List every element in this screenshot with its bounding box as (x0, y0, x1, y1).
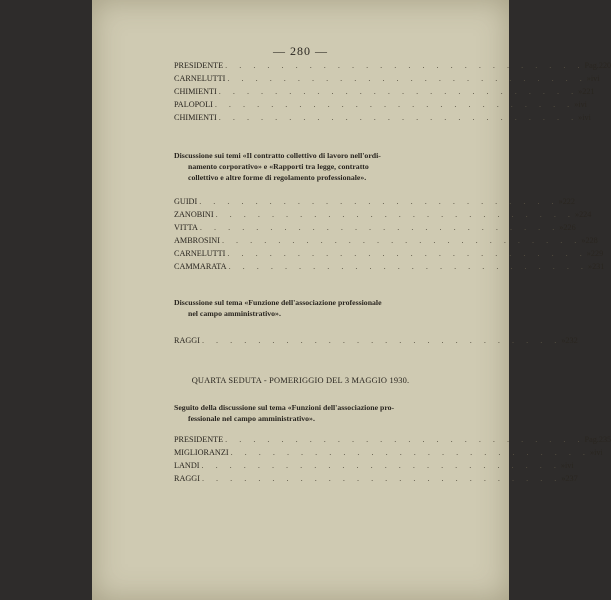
page-ref: 229 (590, 249, 604, 258)
index-entry (174, 60, 611, 72)
page-prefix: Pag. (584, 435, 599, 444)
discussion-heading (174, 297, 464, 319)
discussion-heading (174, 150, 464, 183)
leader-dots: . . . . . . . . . . . . . . . . . . . . . . . . . . (214, 100, 575, 109)
page-ref: 222 (562, 197, 575, 206)
page-prefix: » (561, 336, 566, 345)
speaker-name: PRESIDENTE (174, 61, 224, 70)
page-prefix: » (587, 262, 593, 271)
page-prefix: » (589, 448, 595, 457)
leader-dots: . . . . . . . . . . . . . . . . . . . . . . . . . . (230, 448, 590, 457)
leader-dots: . . . . . . . . . . . . . . . . . . . . . . . . . . (199, 223, 560, 232)
heading-line: nel campo amministrativo». (188, 309, 281, 318)
heading-line: Discussione sul tema «Funzione dell'associazione professionale (174, 298, 382, 307)
leader-dots: . . . . . . . . . . . . . . . . . . . . . . . . . . (199, 197, 559, 206)
heading-line: collettivo e altre forme di regolamento professionale». (188, 173, 367, 182)
leader-dots: . . . . . . . . . . . . . . . . . . . . . . . . . . (228, 262, 588, 271)
speaker-name: LANDI (174, 461, 200, 470)
heading-line: namento corporativo» e «Rapporti tra legge, contratto (188, 162, 369, 171)
session-title: QUARTA SEDUTA - POMERIGGIO DEL 3 MAGGIO 1930. (191, 376, 410, 385)
page-ref: 224 (579, 210, 592, 219)
speaker-name: AMBROSINI (174, 236, 220, 245)
index-entry (174, 86, 595, 98)
index-entry (174, 447, 603, 459)
page-ref: 231 (592, 262, 605, 271)
speaker-name: PRESIDENTE (174, 435, 224, 444)
page-prefix: » (581, 236, 586, 245)
page-prefix: Pag. (584, 61, 599, 70)
page-prefix: » (586, 74, 591, 83)
index-entry (174, 460, 574, 472)
page-prefix: » (559, 223, 564, 232)
page-ref: 221 (582, 87, 595, 96)
leader-dots: . . . . . . . . . . . . . . . . . . . . . . . . . . (218, 113, 579, 122)
leader-dots: . . . . . . . . . . . . . . . . . . . . . . . . . . (227, 249, 587, 258)
speaker-name: ZANOBINI (174, 210, 214, 219)
leader-dots: . . . . . . . . . . . . . . . . . . . . . . . . . . (215, 210, 575, 219)
leader-dots: . . . . . . . . . . . . . . . . . . . . . . . . . . (221, 236, 582, 245)
page-ref: 226 (563, 223, 576, 232)
heading-line: Seguito della discussione sul tema «Funzioni dell'associazione pro- (174, 403, 395, 412)
speaker-name: CAMMARATA (174, 262, 227, 271)
index-entry (174, 235, 598, 247)
discussion-heading (174, 402, 464, 424)
speaker-name: CARNELUTTI (174, 249, 226, 258)
page-ref: 235 (598, 435, 611, 444)
speaker-name: GUIDI (174, 197, 198, 206)
page-ref: 220 (598, 61, 611, 70)
index-entry (174, 99, 587, 111)
index-entry (174, 196, 575, 208)
speaker-name: PALOPOLI (174, 100, 213, 109)
leader-dots: . . . . . . . . . . . . . . . . . . . . . . . . . . (201, 474, 562, 483)
speaker-name: VITTA (174, 223, 198, 232)
index-entry (174, 434, 611, 446)
heading-line: Discussione sui temi «Il contratto collettivo di lavoro nell'ordi- (174, 151, 381, 160)
speaker-name: CARNELUTTI (174, 74, 226, 83)
page-ref: 232 (565, 336, 578, 345)
leader-dots: . . . . . . . . . . . . . . . . . . . . . . . . . . (225, 61, 585, 70)
index-entry (174, 112, 591, 124)
page-prefix: » (574, 210, 580, 219)
page-prefix: » (586, 249, 591, 258)
index-entry (174, 261, 605, 273)
page-prefix: » (560, 461, 565, 470)
page-prefix: » (558, 197, 563, 206)
index-entry (174, 335, 578, 347)
index-entry (174, 209, 592, 221)
page-number: — 280 — (273, 44, 328, 58)
leader-dots: . . . . . . . . . . . . . . . . . . . . . . . . . . (201, 461, 561, 470)
book-page (92, 0, 611, 600)
speaker-name: RAGGI (174, 474, 200, 483)
page-ref: 237 (565, 474, 578, 483)
speaker-name: RAGGI (174, 336, 200, 345)
speaker-name: CHIMIENTI (174, 113, 217, 122)
page-ref: ivi (590, 74, 600, 83)
leader-dots: . . . . . . . . . . . . . . . . . . . . . . . . . . (201, 336, 562, 345)
speaker-name: MIGLIORANZI (174, 448, 229, 457)
page-prefix: » (561, 474, 566, 483)
index-entry (174, 73, 600, 85)
heading-line: fessionale nel campo amministrativo». (188, 414, 315, 423)
page-prefix: » (578, 113, 583, 122)
page-ref: ivi (582, 113, 591, 122)
index-entry (174, 473, 578, 485)
page-ref: ivi (594, 448, 603, 457)
leader-dots: . . . . . . . . . . . . . . . . . . . . . . . . . . (227, 74, 587, 83)
page-ref: 228 (585, 236, 598, 245)
leader-dots: . . . . . . . . . . . . . . . . . . . . . . . . . . (225, 435, 585, 444)
index-entry (174, 222, 576, 234)
index-entry (174, 248, 604, 260)
page-prefix: » (574, 100, 579, 109)
page-ref: ivi (578, 100, 587, 109)
leader-dots: . . . . . . . . . . . . . . . . . . . . . . . . . . (218, 87, 579, 96)
page-ref: ivi (564, 461, 574, 470)
speaker-name: CHIMIENTI (174, 87, 217, 96)
page-prefix: » (578, 87, 583, 96)
